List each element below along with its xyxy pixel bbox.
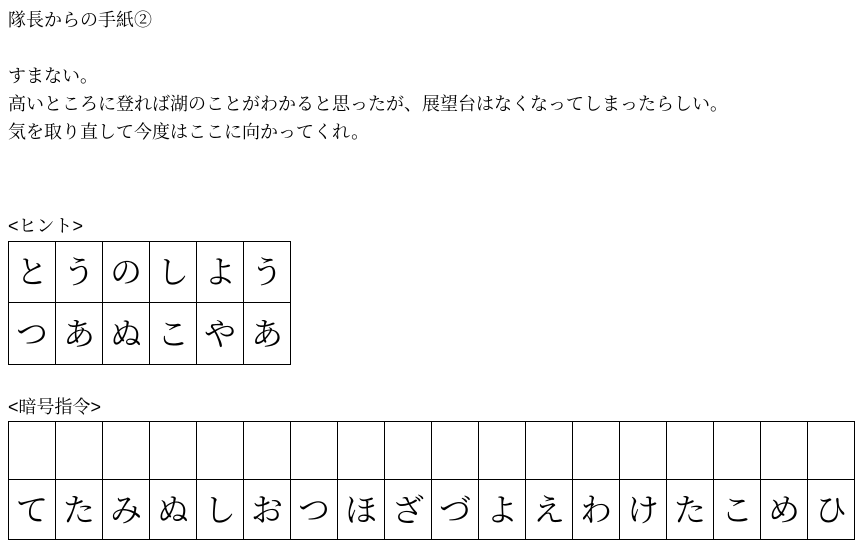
table-cell: て: [9, 480, 56, 540]
body-text-line: 気を取り直して今度はここに向かってくれ。: [8, 122, 370, 142]
table-cell: [291, 422, 338, 480]
table-cell: こ: [150, 303, 197, 365]
table-row: [9, 303, 291, 365]
cipher-section-label: <暗号指令>: [8, 397, 102, 417]
table-cell: と: [9, 242, 56, 303]
table-cell: ひ: [808, 480, 855, 540]
document-title: 隊長からの手紙②: [8, 10, 152, 30]
table-cell: け: [620, 480, 667, 540]
table-cell: [150, 422, 197, 480]
cipher-table: [8, 421, 855, 540]
table-cell: ほ: [338, 480, 385, 540]
table-cell: よ: [197, 242, 244, 303]
table-cell: あ: [56, 303, 103, 365]
table-cell: し: [150, 242, 197, 303]
table-cell: [620, 422, 667, 480]
table-cell: [808, 422, 855, 480]
table-cell: や: [197, 303, 244, 365]
table-cell: つ: [291, 480, 338, 540]
table-cell: わ: [573, 480, 620, 540]
table-cell: [103, 422, 150, 480]
table-cell: [479, 422, 526, 480]
table-row: [9, 242, 291, 303]
table-cell: [56, 422, 103, 480]
table-cell: [573, 422, 620, 480]
table-cell: ぬ: [103, 303, 150, 365]
table-cell: [9, 422, 56, 480]
table-cell: の: [103, 242, 150, 303]
hint-section-label: <ヒント>: [8, 216, 84, 236]
table-cell: [526, 422, 573, 480]
table-cell: こ: [714, 480, 761, 540]
table-cell: た: [56, 480, 103, 540]
table-cell: う: [244, 242, 291, 303]
table-cell: [197, 422, 244, 480]
table-cell: [667, 422, 714, 480]
table-cell: み: [103, 480, 150, 540]
table-row: [9, 422, 855, 480]
table-cell: え: [526, 480, 573, 540]
table-cell: お: [244, 480, 291, 540]
table-cell: [714, 422, 761, 480]
body-text-line: 高いところに登れば湖のことがわかると思ったが、展望台はなくなってしまったらしい。: [8, 94, 728, 114]
table-cell: し: [197, 480, 244, 540]
table-cell: よ: [479, 480, 526, 540]
table-cell: ぬ: [150, 480, 197, 540]
table-cell: [244, 422, 291, 480]
table-cell: づ: [432, 480, 479, 540]
table-cell: め: [761, 480, 808, 540]
table-cell: う: [56, 242, 103, 303]
table-cell: [385, 422, 432, 480]
hint-table: [8, 241, 291, 365]
blank-line: [8, 34, 856, 62]
table-row: [9, 480, 855, 540]
table-cell: [338, 422, 385, 480]
table-cell: つ: [9, 303, 56, 365]
table-cell: [761, 422, 808, 480]
body-text-line: すまない。: [8, 66, 98, 86]
table-cell: あ: [244, 303, 291, 365]
table-cell: た: [667, 480, 714, 540]
table-cell: [432, 422, 479, 480]
table-cell: ざ: [385, 480, 432, 540]
